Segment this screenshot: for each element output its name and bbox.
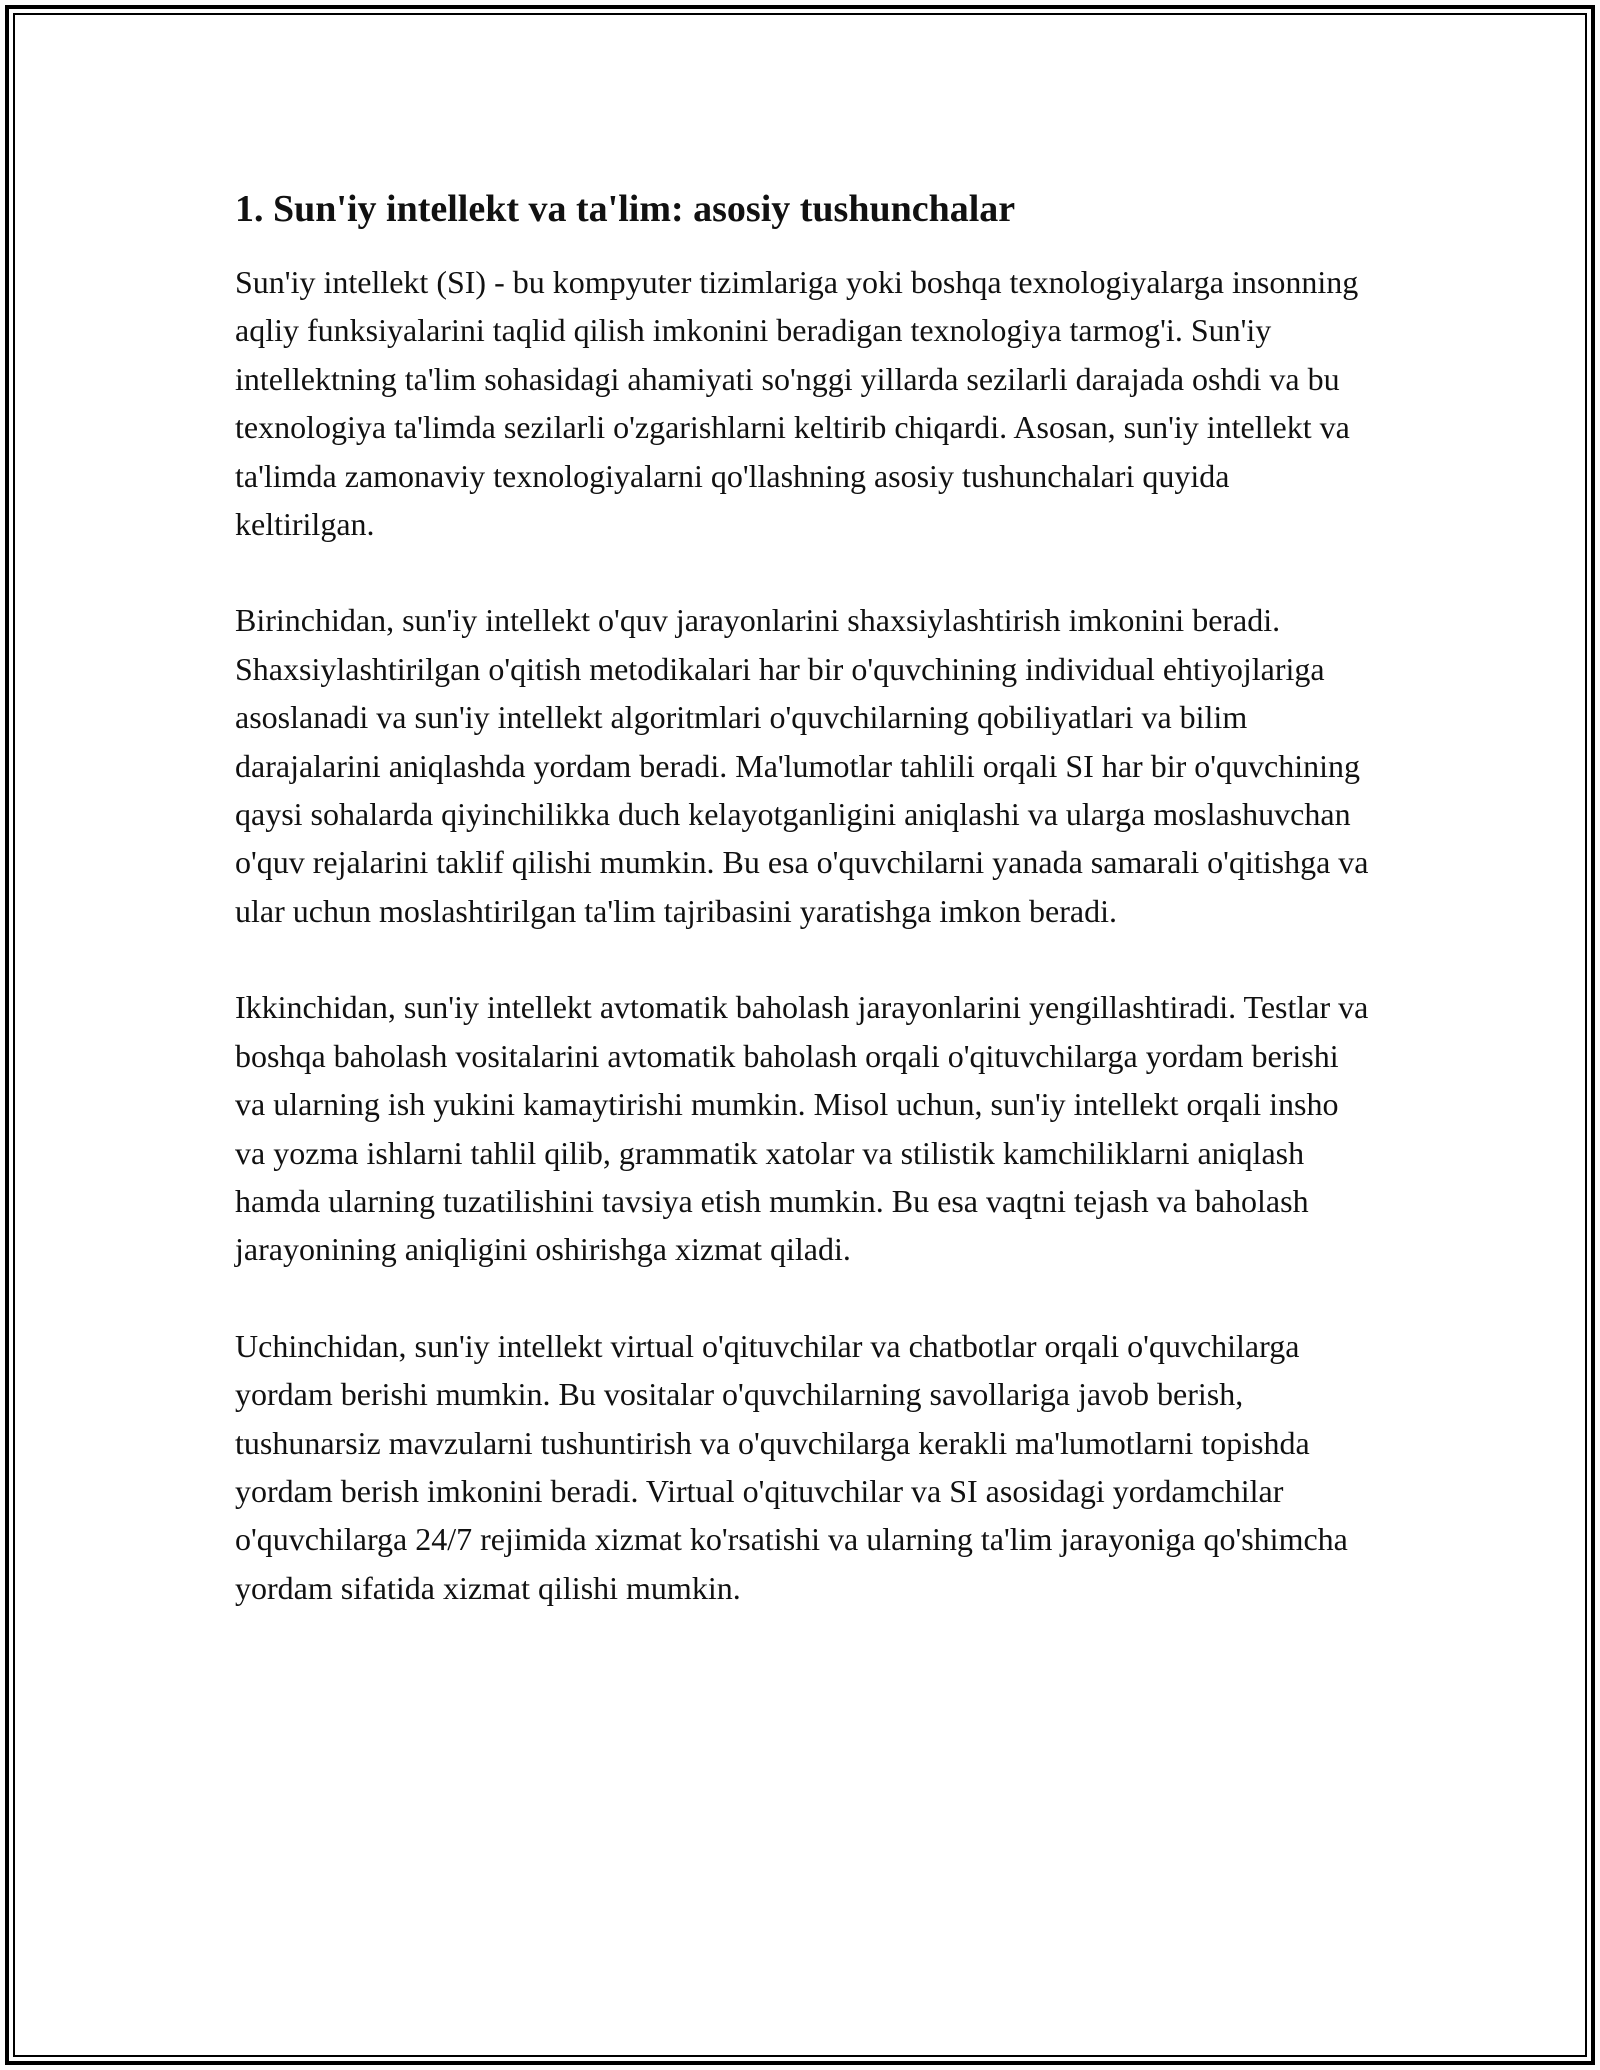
paragraph-intro: Sun'iy intellekt (SI) - bu kompyuter tizimlariga yoki boshqa texnologiyalarga insonning aqliy funksiyalarini taqlid qilish imkonini beradigan texnologiya tarmog'i. Sun'iy intellektning ta'lim sohasidagi ahamiyati so'nggi yillarda sezilarli darajada oshdi va bu texnologiya ta'limda sezilarli o'zgarishlarni keltirib chiqardi. Asosan, sun'iy intellekt va ta'limda zamonaviy texnologiyalarni qo'llashning asosiy tushunchalari quyida keltirilgan.: [235, 264, 1359, 543]
paragraph-second-point: Ikkinchidan, sun'iy intellekt avtomatik baholash jarayonlarini yengillashtiradi. Testlar va boshqa baholash vositalarini avtomatik baholash orqali o'qituvchilarga yordam berishi va ularning ish yukini kamaytirishi mumkin. Misol uchun, sun'iy intellekt orqali insho va yozma ishlarni tahlil qilib, grammatik xatolar va stilistik kamchiliklarni aniqlash hamda ularning tuzatilishini tavsiya etish mumkin. Bu esa vaqtni tejash va baholash jarayonining aniqligini oshirishga xizmat qiladi.: [235, 989, 1369, 1268]
section-heading: 1. Sun'iy intellekt va ta'lim: asosiy tushunchalar: [235, 188, 1016, 230]
paragraph-first-point: Birinchidan, sun'iy intellekt o'quv jarayonlarini shaxsiylashtirish imkonini beradi. Shaxsiylashtirilgan o'qitish metodikalari har bir o'quvchining individual ehtiyojlariga asoslanadi va sun'iy intellekt algoritmlari o'quvchilarning qobiliyatlari va bilim darajalarini aniqlashda yordam beradi. Ma'lumotlar tahlili orqali SI har bir o'quvchining qaysi sohalarda qiyinchilikka duch kelayotganligini aniqlashi va ularga moslashuvchan o'quv rejalarini taklif qilishi mumkin. Bu esa o'quvchilarni yanada samarali o'qitishga va ular uchun moslashtirilgan ta'lim tajribasini yaratishga imkon beradi.: [235, 602, 1369, 929]
document-body: [235, 186, 1375, 1660]
paragraph-third-point: Uchinchidan, sun'iy intellekt virtual o'qituvchilar va chatbotlar orqali o'quvchilarga yordam berishi mumkin. Bu vositalar o'quvchilarning savollariga javob berish, tushunarsiz mavzularni tushuntirish va o'quvchilarga kerakli ma'lumotlarni topishda yordam berish imkonini beradi. Virtual o'qituvchilar va SI asosidagi yordamchilar o'quvchilarga 24/7 rejimida xizmat ko'rsatishi va ularning ta'lim jarayoniga qo'shimcha yordam sifatida xizmat qilishi mumkin.: [235, 1327, 1348, 1606]
